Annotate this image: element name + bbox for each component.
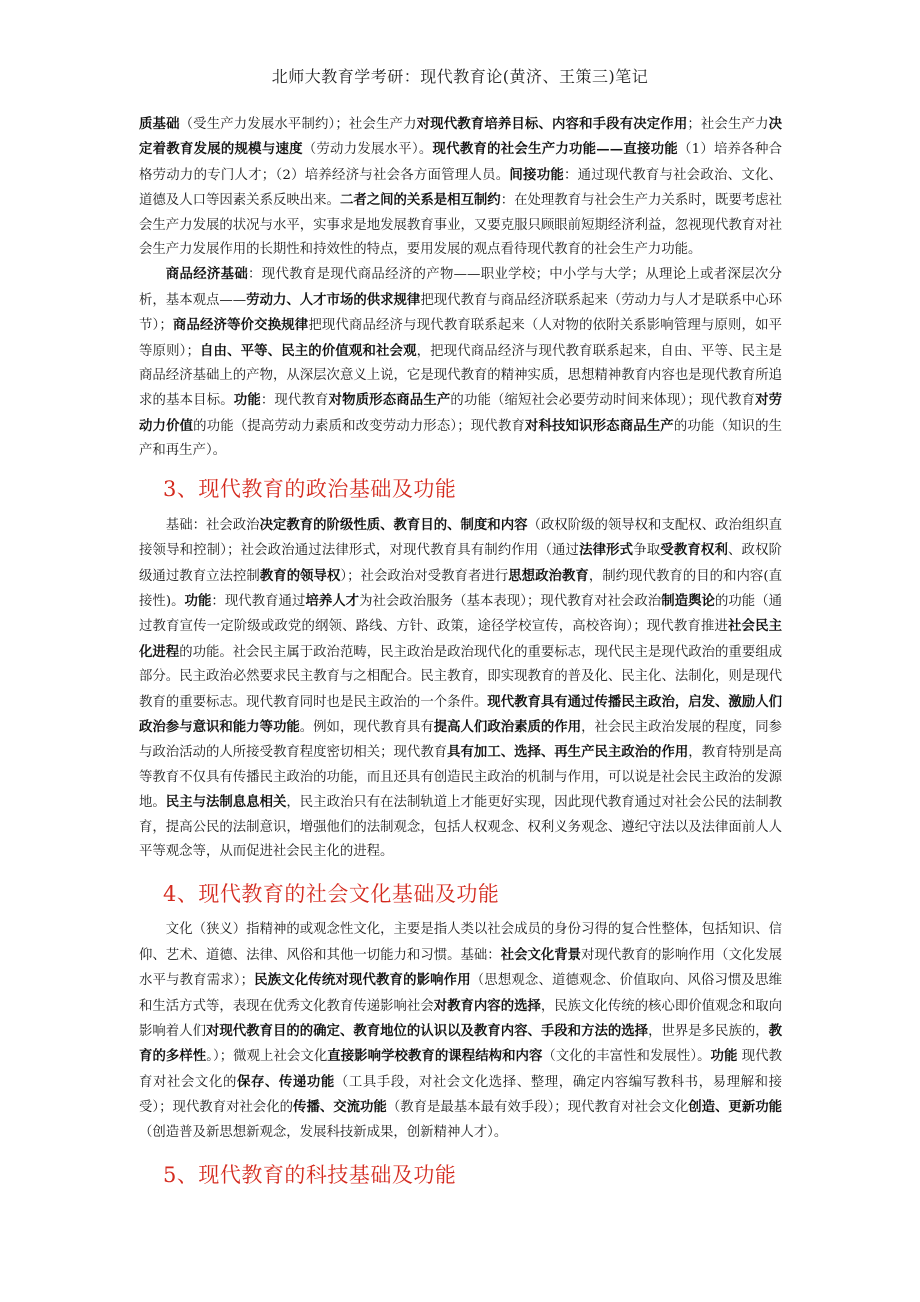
text: ，制约现代教育的目的和内容(直接性)。 — [139, 568, 783, 609]
text: 把现代教育与商品经济联系起来（劳动力与人才是联系中心环节）； — [139, 292, 783, 334]
text: ：通过现代教育与社会政治、文化、道德及人口等因素关系反映出来。 — [139, 167, 783, 209]
bold-text: 劳动力、人才市场的供求规律 — [246, 291, 421, 308]
text: ，民族文化传统的核心即价值观念和取向影响着人们 — [139, 998, 783, 1039]
bold-text: 对科技知识形态商品生产 — [524, 417, 674, 434]
section-heading-culture: 4、现代教育的社会文化基础及功能 — [163, 882, 500, 907]
text: 文化（狭义）指精神的或观念性文化，主要是指人类以社会成员的身份习得的复合性整体，包括知识、信仰、艺术、道德、法律、风俗和其他一切能力和习惯。基础： — [139, 922, 782, 963]
bold-text: 商品经济等价交换规律 — [172, 317, 309, 334]
text: ，世界是多民族的， — [648, 1024, 769, 1039]
text: ，社会民主政治发展的程度，同参与政治活动的人所接受教育程度密切相关；现代教育 — [139, 719, 783, 761]
text: （文化的丰富性和发展性）。 — [542, 1049, 711, 1065]
text: 的功能。社会民主属于政治范畴，民主政治是政治现代化的重要标志，现代民主是现代政治的重要组成部分。民主政治必然要求民主教育与之相配合。民主教育，即实现教育的普及化、民主化、法制化，则是现代教育的重要标志。现代教育同时也是民主政治的一个条件。 — [139, 644, 783, 710]
bold-text: 对现代教育培养目标、内容和手段有决定作用 — [416, 116, 688, 132]
text: （政权阶级的领导权和支配权、政治组织直接领导和控制）；社会政治通过法律形式，对现代教育具有制约作用（通过 — [139, 517, 783, 559]
text: （劳动力发展水平）。 — [302, 142, 433, 158]
text: 为社会政治服务（基本表现）；现代教育对社会政治 — [359, 593, 662, 609]
paragraph-productive-forces — [139, 112, 782, 262]
text: （受生产力发展水平制约）；社会生产力 — [179, 117, 417, 132]
text: （工具手段，对社会文化选择、整理，确定内容编写教科书，易理解和接受）；现代教育对社会化的 — [139, 1074, 783, 1116]
text: ：在处理教育与社会生产力关系时，既要考虑社会生产力发展的状况与水平，实事求是地发展教育事业，又要克服只顾眼前短期经济利益，忽视现代教育对社会生产力发展作用的长期性和持效性的特点，要用发展的观点看待现代教育的社会生产力功能。 — [139, 193, 783, 258]
paragraph-commodity-economy — [139, 262, 782, 463]
text: （思想观念、道德观念、价值取向、风俗习惯及思维和生活方式等，表现在优秀文化教育传递影响社会 — [139, 973, 782, 1014]
bold-text: 功能 — [710, 1048, 738, 1065]
text: （创造普及新思想新观念，发展科技新成果，创新精神人才）。 — [139, 1124, 508, 1140]
bold-text: 制造舆论 — [661, 592, 715, 609]
text: ）；社会政治对受教育者进行 — [340, 568, 509, 584]
text: 、政权阶级通过教育立法控制 — [139, 543, 783, 584]
bold-text: 功能 — [184, 592, 212, 609]
text: （教育是最基本最有效手段）；现代教育对社会文化 — [386, 1100, 689, 1116]
bold-text: 受教育权利 — [660, 542, 728, 559]
text: 现代教育对社会文化的 — [139, 1049, 782, 1090]
bold-text: 质基础 — [139, 116, 180, 132]
text: ；社会生产力 — [687, 117, 769, 132]
text: 的功能（通过教育宣传一定阶级或政党的纲领、路线、方针、政策，途径学校宣传，高校咨询）；现代教育推进 — [139, 593, 783, 635]
bold-text: 对现代教育目的的确定、教育地位的认识以及教育内容、手段和方法的选择 — [205, 1023, 649, 1039]
bold-text: 传播、交流功能 — [293, 1099, 387, 1116]
bold-text: 法律形式 — [579, 542, 634, 559]
page-header: 北师大教育学考研：现代教育论(黄济、王策三)笔记 — [271, 67, 649, 86]
bold-text: 社会民主化进程 — [139, 618, 783, 660]
paragraph-culture — [139, 918, 782, 1145]
bold-text: 创造、更新功能 — [688, 1099, 782, 1116]
text: 的功能（知识的生产和再生产）。 — [139, 418, 783, 459]
bold-text: 具有加工、选择、再生产民主政治的作用 — [447, 744, 689, 761]
bold-text: 保存、传递功能 — [236, 1073, 335, 1090]
bold-text: 民族文化传统对现代教育的影响作用 — [254, 972, 471, 989]
text: ，把现代商品经济与现代教育联系起来，自由、平等、民主是商品经济基础上的产物，从深层次意义上说，它是现代教育的精神实质，思想精神教育内容也是现代教育所追求的基本目标。 — [139, 343, 782, 409]
bold-text: 对劳动力价值 — [139, 392, 783, 434]
bold-text: 自由、平等、民主的价值观和社会观 — [199, 342, 417, 359]
text: 争取 — [633, 543, 661, 559]
text: ，教育特别是高等教育不仅具有传播民主政治的功能，而且还具有创造民主政治的机制与作用，可以说是社会民主政治的发源地。 — [139, 745, 783, 811]
text: 的功能（缩短社会必要劳动时间来体现）；现代教育 — [450, 393, 756, 409]
text: 把现代商品经济与现代教育联系起来（人对物的依附关系影响管理与原则，如平等原则）； — [139, 318, 783, 359]
text: ：现代教育 — [260, 393, 329, 409]
bold-text: 二者之间的关系是相互制约 — [339, 192, 501, 209]
bold-text: 决定着教育发展的规模与速度 — [139, 116, 783, 158]
bold-text: 对教育内容的选择 — [433, 997, 541, 1014]
bold-text: 间接功能 — [509, 166, 564, 183]
text: 对现代教育的影响作用（文化发展水平与教育需求）； — [139, 947, 783, 989]
bold-text: 功能 — [233, 392, 261, 409]
paragraph-politics — [139, 513, 782, 865]
bold-text: 培养人才 — [305, 592, 360, 609]
bold-text: 社会文化背景 — [500, 946, 582, 963]
bold-text: 教育的领导权 — [259, 567, 341, 584]
text: ：现代教育通过 — [211, 593, 306, 609]
text: 的功能（提高劳动力素质和改变劳动力形态）；现代教育 — [193, 418, 525, 434]
document-body — [139, 112, 782, 1199]
bold-text: 决定教育的阶级性质、教育目的、制度和内容 — [259, 516, 528, 533]
text: （1）培养各种合格劳动力的专门人才；（2）培养经济与社会各方面管理人员。 — [139, 142, 782, 183]
bold-text: 商品经济基础 — [165, 266, 249, 283]
bold-text: 提高人们政治素质的作用 — [433, 718, 582, 735]
bold-text: 思想政治教育 — [508, 567, 589, 584]
section-heading-science: 5、现代教育的科技基础及功能 — [163, 1163, 457, 1188]
bold-text: 现代教育的社会生产力功能——直接功能 — [432, 141, 678, 158]
text: 。例如，现代教育具有 — [299, 719, 434, 735]
section-heading-politics: 3、现代教育的政治基础及功能 — [163, 476, 457, 501]
bold-text: 直接影响学校教育的课程结构和内容 — [327, 1048, 543, 1065]
bold-text: 对物质形态商品生产 — [328, 392, 451, 409]
text: 。）；微观上社会文化 — [206, 1049, 328, 1065]
bold-text: 现代教育具有通过传播民主政治，启发、激励人们政治参与意识和能力等功能 — [139, 693, 783, 735]
bold-text: 教育的多样性 — [139, 1023, 783, 1065]
text: ：现代教育是现代商品经济的产物——职业学校；中小学与大学；从理论上或者深层次分析，基本观点—— — [139, 267, 783, 308]
text: ，民主政治只有在法制轨道上才能更好实现，因此现代教育通过对社会公民的法制教育，提高公民的法制意识，增强他们的法制观念，包括人权观念、权利义务观念、遵纪守法以及法律面前人人平等观念等，从而促进社会民主化的进程。 — [139, 795, 783, 859]
bold-text: 民主与法制息息相关 — [165, 794, 287, 811]
text: 基础：社会政治 — [165, 517, 260, 533]
